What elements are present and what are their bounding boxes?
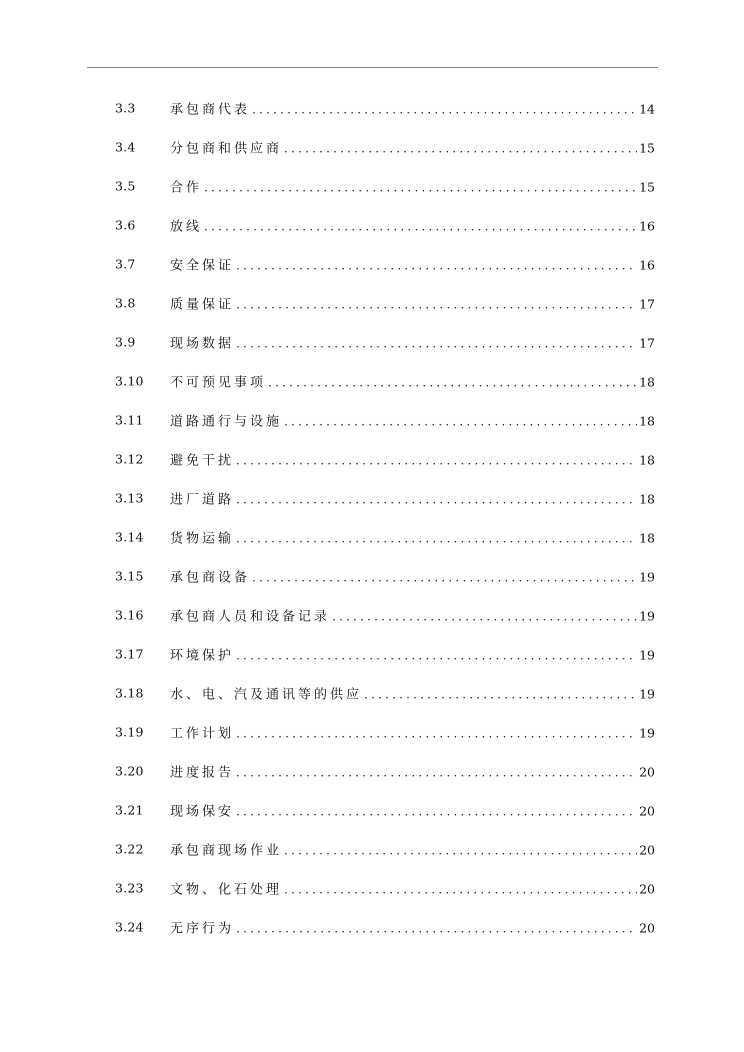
- toc-entry-number: 3.18: [115, 685, 144, 700]
- toc-entry[interactable]: [0, 322, 744, 361]
- toc-entry[interactable]: [0, 868, 744, 907]
- dot-leader: [236, 648, 637, 662]
- toc-entry[interactable]: [0, 556, 744, 595]
- toc-entry[interactable]: [0, 439, 744, 478]
- dot-leader: [236, 453, 637, 467]
- toc-entry-number: 3.22: [115, 841, 144, 856]
- toc-entry-page: 16: [639, 257, 655, 272]
- dot-leader: [284, 882, 637, 896]
- toc-entry-number: 3.11: [115, 412, 144, 427]
- toc-entry-number: 3.19: [115, 724, 144, 739]
- toc-entry-page: 14: [639, 101, 655, 116]
- toc-entry[interactable]: [0, 829, 744, 868]
- toc-entry[interactable]: [0, 595, 744, 634]
- dot-leader: [284, 843, 637, 857]
- toc-entry-number: 3.3: [115, 100, 136, 115]
- toc-entry-number: 3.6: [115, 217, 136, 232]
- toc-entry-page: 20: [639, 842, 655, 857]
- toc-entry-page: 18: [639, 530, 655, 545]
- toc-entry-number: 3.15: [115, 568, 144, 583]
- toc-entry[interactable]: [0, 205, 744, 244]
- toc-entry-page: 19: [639, 569, 655, 584]
- toc-entry-title: 道路通行与设施: [170, 414, 283, 429]
- toc-entry-number: 3.5: [115, 178, 136, 193]
- toc-entry[interactable]: [0, 361, 744, 400]
- toc-entry-page: 18: [639, 374, 655, 389]
- dot-leader: [236, 258, 637, 272]
- toc-entry-title: 质量保证: [170, 297, 235, 312]
- dot-leader: [236, 921, 637, 935]
- toc-entry-number: 3.13: [115, 490, 144, 505]
- toc-entry-page: 15: [639, 179, 655, 194]
- dot-leader: [284, 141, 637, 155]
- toc-entry-title: 水、电、汽及通讯等的供应: [170, 687, 363, 702]
- toc-entry-number: 3.12: [115, 451, 144, 466]
- toc-entry-page: 18: [639, 413, 655, 428]
- toc-entry-number: 3.14: [115, 529, 144, 544]
- toc-entry-title: 工作计划: [170, 726, 235, 741]
- toc-entry-number: 3.8: [115, 295, 136, 310]
- table-of-contents: [0, 88, 744, 946]
- dot-leader: [204, 180, 637, 194]
- toc-entry-title: 文物、化石处理: [170, 882, 283, 897]
- toc-entry-title: 合作: [170, 180, 203, 195]
- toc-entry-page: 19: [639, 608, 655, 623]
- toc-entry-title: 避免干扰: [170, 453, 235, 468]
- dot-leader: [252, 102, 637, 116]
- toc-entry-number: 3.24: [115, 919, 144, 934]
- toc-entry-title: 承包商设备: [170, 570, 251, 585]
- toc-entry-title: 承包商代表: [170, 102, 251, 117]
- toc-entry[interactable]: [0, 88, 744, 127]
- toc-entry-title: 分包商和供应商: [170, 141, 283, 156]
- toc-entry-page: 17: [639, 335, 655, 350]
- toc-entry[interactable]: [0, 166, 744, 205]
- dot-leader: [204, 219, 637, 233]
- toc-entry-title: 环境保护: [170, 648, 235, 663]
- dot-leader: [252, 570, 637, 584]
- toc-entry-title: 进度报告: [170, 765, 235, 780]
- dot-leader: [236, 726, 637, 740]
- dot-leader: [236, 765, 637, 779]
- toc-entry-title: 现场保安: [170, 804, 235, 819]
- toc-entry-number: 3.23: [115, 880, 144, 895]
- toc-entry-title: 安全保证: [170, 258, 235, 273]
- toc-entry[interactable]: [0, 907, 744, 946]
- toc-entry-number: 3.17: [115, 646, 144, 661]
- dot-leader: [332, 609, 637, 623]
- toc-entry-number: 3.9: [115, 334, 136, 349]
- dot-leader: [236, 492, 637, 506]
- toc-entry[interactable]: [0, 127, 744, 166]
- dot-leader: [236, 336, 637, 350]
- toc-entry-page: 20: [639, 764, 655, 779]
- toc-entry[interactable]: [0, 244, 744, 283]
- toc-entry-number: 3.21: [115, 802, 144, 817]
- toc-entry-title: 不可预见事项: [170, 375, 267, 390]
- toc-entry-number: 3.16: [115, 607, 144, 622]
- dot-leader: [236, 531, 637, 545]
- toc-entry-title: 放线: [170, 219, 203, 234]
- toc-entry[interactable]: [0, 673, 744, 712]
- toc-entry-page: 17: [639, 296, 655, 311]
- toc-entry-page: 20: [639, 803, 655, 818]
- toc-entry-page: 18: [639, 491, 655, 506]
- dot-leader: [268, 375, 637, 389]
- toc-entry[interactable]: [0, 634, 744, 673]
- toc-entry-number: 3.7: [115, 256, 136, 271]
- toc-entry-page: 15: [639, 140, 655, 155]
- dot-leader: [236, 297, 637, 311]
- toc-entry-page: 20: [639, 881, 655, 896]
- toc-entry[interactable]: [0, 517, 744, 556]
- dot-leader: [284, 414, 637, 428]
- toc-entry-page: 19: [639, 725, 655, 740]
- toc-entry[interactable]: [0, 283, 744, 322]
- toc-entry-title: 承包商人员和设备记录: [170, 609, 331, 624]
- header-rule: [87, 67, 658, 68]
- toc-entry[interactable]: [0, 478, 744, 517]
- toc-entry-number: 3.20: [115, 763, 144, 778]
- toc-entry[interactable]: [0, 790, 744, 829]
- toc-entry-page: 19: [639, 686, 655, 701]
- toc-entry-page: 18: [639, 452, 655, 467]
- toc-entry-title: 无序行为: [170, 921, 235, 936]
- toc-entry-title: 承包商现场作业: [170, 843, 283, 858]
- toc-entry[interactable]: [0, 712, 744, 751]
- toc-entry-title: 现场数据: [170, 336, 235, 351]
- toc-entry-title: 进厂道路: [170, 492, 235, 507]
- toc-entry[interactable]: [0, 400, 744, 439]
- toc-entry-page: 19: [639, 647, 655, 662]
- dot-leader: [364, 687, 637, 701]
- toc-entry-number: 3.10: [115, 373, 144, 388]
- toc-entry-title: 货物运输: [170, 531, 235, 546]
- toc-entry-page: 20: [639, 920, 655, 935]
- toc-entry[interactable]: [0, 751, 744, 790]
- dot-leader: [236, 804, 637, 818]
- toc-entry-number: 3.4: [115, 139, 136, 154]
- toc-entry-page: 16: [639, 218, 655, 233]
